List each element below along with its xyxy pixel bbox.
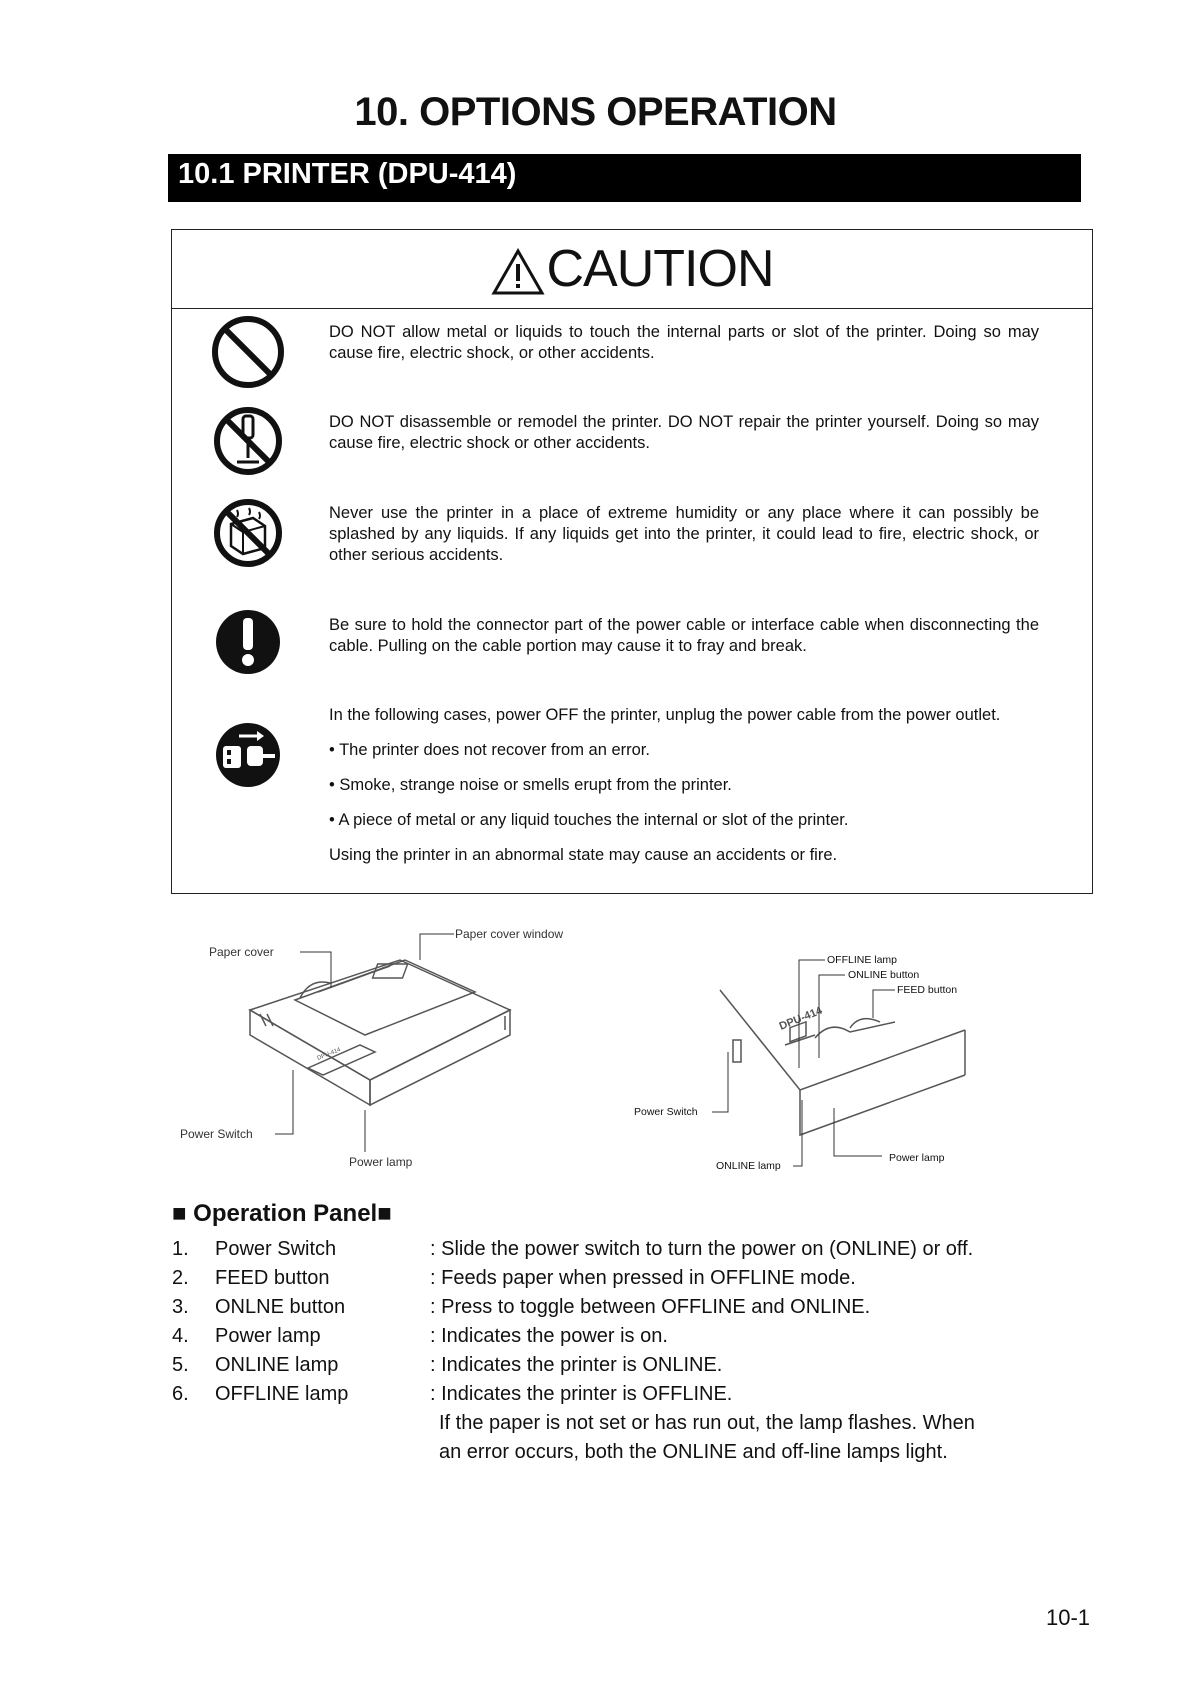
item-number: 2. <box>172 1267 189 1289</box>
leader-line <box>830 1108 885 1158</box>
list-item: • The printer does not recover from an error. <box>329 741 650 759</box>
caution-title: CAUTION <box>546 239 774 298</box>
table-row <box>172 1238 1072 1267</box>
label-power-switch: Power Switch <box>180 1127 253 1141</box>
label-paper-cover: Paper cover <box>209 945 274 959</box>
leader-line <box>793 1100 805 1168</box>
mandatory-action-icon <box>209 603 287 681</box>
unplug-intro: In the following cases, power OFF the printer, unplug the power cable from the power outlet. <box>329 706 1001 724</box>
offline-note-line-2: an error occurs, both the ONLINE and off-line lamps light. <box>439 1441 948 1463</box>
page-title: 10. OPTIONS OPERATION <box>354 90 837 134</box>
leader-line <box>712 1052 732 1114</box>
label-online-button: ONLINE button <box>848 969 920 981</box>
leader-line <box>300 950 340 990</box>
item-description: : Indicates the printer is ONLINE. <box>430 1354 723 1376</box>
label-power-switch-closeup: Power Switch <box>634 1106 698 1118</box>
item-number: 4. <box>172 1325 189 1347</box>
model-label-closeup: DPU-414 <box>777 1004 825 1033</box>
item-name: Power lamp <box>215 1325 321 1347</box>
item-description: : Press to toggle between OFFLINE and ONLINE. <box>430 1296 871 1318</box>
label-offline-lamp: OFFLINE lamp <box>827 954 898 966</box>
model-label: DPU-414 <box>316 1047 342 1062</box>
item-name: Power Switch <box>215 1238 337 1260</box>
item-description: : Indicates the power is on. <box>430 1325 668 1347</box>
caution-header <box>171 229 1093 309</box>
unplug-icon <box>209 716 287 794</box>
warning-triangle-icon <box>491 248 545 296</box>
bullet-text: A piece of metal or any liquid touches the internal or slot of the printer. <box>338 811 849 829</box>
item-name: FEED button <box>215 1267 330 1289</box>
table-row <box>172 1383 1072 1412</box>
item-number: 6. <box>172 1383 189 1405</box>
table-row <box>172 1296 1072 1325</box>
caution-text-3: Never use the printer in a place of extreme humidity or any place where it can possibly be splashed by any liquids. If any liquids get into the printer, it could lead to fire, electric shock, or other serious accidents. <box>329 504 1039 564</box>
label-paper-cover-window: Paper cover window <box>455 927 564 941</box>
label-power-lamp: Power lamp <box>349 1155 413 1169</box>
item-description: : Feeds paper when pressed in OFFLINE mode. <box>430 1267 856 1289</box>
item-number: 5. <box>172 1354 189 1376</box>
no-disassembly-icon <box>209 402 287 480</box>
item-number: 3. <box>172 1296 189 1318</box>
no-humidity-icon <box>209 494 287 572</box>
leader-line <box>275 1070 295 1138</box>
leader-line <box>418 932 458 962</box>
item-name: ONLNE button <box>215 1296 346 1318</box>
table-row <box>172 1325 1072 1354</box>
item-description: : Slide the power switch to turn the power on (ONLINE) or off. <box>430 1238 974 1260</box>
caution-text-2: DO NOT disassemble or remodel the printer. DO NOT repair the printer yourself. Doing so may cause fire, electric shock or other accidents. <box>329 413 1039 452</box>
caution-text-1: DO NOT allow metal or liquids to touch the internal parts or slot of the printer. Doing so may cause fire, electric shock, or other accidents. <box>329 323 1039 362</box>
operation-panel-heading: ■ Operation Panel■ <box>172 1200 392 1227</box>
bullet-text: The printer does not recover from an error. <box>339 741 650 759</box>
leader-lines <box>795 958 905 1078</box>
item-name: OFFLINE lamp <box>215 1383 349 1405</box>
section-title: 10.1 PRINTER (DPU-414) <box>178 158 517 190</box>
item-name: ONLINE lamp <box>215 1354 339 1376</box>
unplug-outro: Using the printer in an abnormal state may cause an accidents or fire. <box>329 846 838 864</box>
label-online-lamp: ONLINE lamp <box>716 1160 781 1172</box>
caution-text-4: Be sure to hold the connector part of the power cable or interface cable when disconnecting the cable. Pulling on the cable portion may cause it to fray and break. <box>329 616 1039 655</box>
offline-note-line-1: If the paper is not set or has run out, the lamp flashes. When <box>439 1412 975 1434</box>
bullet-text: Smoke, strange noise or smells erupt from the printer. <box>339 776 732 794</box>
item-number: 1. <box>172 1238 189 1260</box>
label-feed-button: FEED button <box>897 984 958 996</box>
list-item: • A piece of metal or any liquid touches the internal or slot of the printer. <box>329 811 849 829</box>
table-row <box>172 1267 1072 1296</box>
prohibited-icon <box>209 313 287 391</box>
table-row <box>172 1354 1072 1383</box>
list-item: • Smoke, strange noise or smells erupt from the printer. <box>329 776 732 794</box>
item-description: : Indicates the printer is OFFLINE. <box>430 1383 733 1405</box>
page-number: 10-1 <box>1046 1605 1091 1630</box>
label-power-lamp-closeup: Power lamp <box>889 1152 945 1164</box>
leader-line <box>360 1110 370 1154</box>
